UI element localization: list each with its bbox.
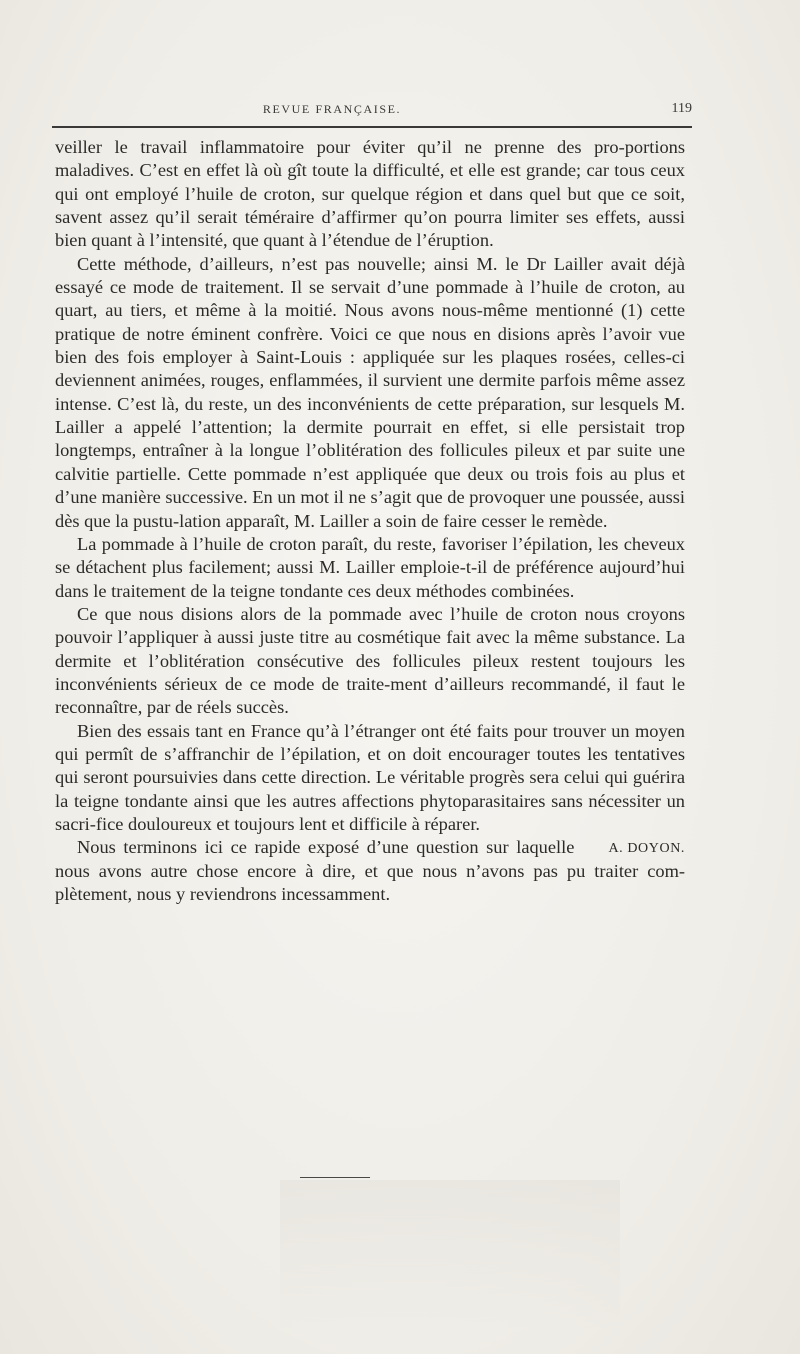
paragraph-4: Ce que nous disions alors de la pommade avec l’huile de croton nous croyons pouvoir l’appliquer à aussi juste titre au cosmétique fait avec la même substance. La dermite et l’oblitération consécutive des follicules pileux restent toujours les inconvénients sérieux de ce mode de traite-ment d’ailleurs recommandé, il faut le reconnaître, par de réels succès.	[55, 603, 685, 718]
page-number: 119	[671, 101, 692, 116]
running-title: REVUE FRANÇAISE.	[262, 102, 402, 116]
author-signature: A. DOYON.	[608, 841, 685, 857]
header-rule	[52, 126, 692, 128]
paragraph-6-text: Nous terminons ici ce rapide exposé d’une question sur laquelle nous avons autre chose encore à dire, et que nous n’avons pas pu traiter com-plètement, nous y reviendrons incessamment.	[55, 837, 685, 904]
paragraph-6	[55, 836, 685, 906]
article-body	[55, 136, 685, 906]
end-rule	[300, 1177, 370, 1178]
show-through-shadow	[280, 1180, 620, 1330]
paragraph-2: Cette méthode, d’ailleurs, n’est pas nouvelle; ainsi M. le Dr Lailler avait déjà essayé ce mode de traitement. Il se servait d’une pommade à l’huile de croton, au quart, au tiers, et même à la moitié. Nous avons nous-même mentionné (1) cette pratique de notre éminent confrère. Voici ce que nous en disions après l’avoir vue bien des fois employer à Saint-Louis : appliquée sur les plaques rosées, celles-ci deviennent animées, rouges, enflammées, il survient une dermite parfois même assez intense. C’est là, du reste, un des inconvénients de cette préparation, sur lesquels M. Lailler a appelé l’attention; la dermite pourrait en effet, si elle persistait trop longtemps, entraîner à la longue l’oblitération des follicules pileux et par suite une calvitie partielle. Cette pommade n’est appliquée que deux ou trois fois au plus et d’une manière successive. En un mot il ne s’agit que de provoquer une poussée, aussi dès que la pustu-lation apparaît, M. Lailler a soin de faire cesser le remède.	[55, 253, 685, 531]
paragraph-1: veiller le travail inflammatoire pour éviter qu’il ne prenne des pro-portions maladives. C’est en effet là où gît toute la difficulté, et elle est grande; car tous ceux qui ont employé l’huile de croton, sur quelque région et dans quel but que ce soit, savent assez qu’il serait téméraire d’affirmer qu’on pourra limiter ses effets, aussi bien quant à l’intensité, que quant à l’étendue de l’éruption.	[55, 137, 685, 251]
paragraph-5: Bien des essais tant en France qu’à l’étranger ont été faits pour trouver un moyen qui permît de s’affranchir de l’épilation, et on doit encourager toutes les tentatives qui seront poursuivies dans cette direction. Le véritable progrès sera celui qui guérira la teigne tondante ainsi que les autres affections phytoparasitaires sans nécessiter un sacri-fice douloureux et toujours lent et difficile à réparer.	[55, 720, 685, 834]
running-head	[52, 102, 692, 124]
paragraph-3: La pommade à l’huile de croton paraît, du reste, favoriser l’épilation, les cheveux se détachent plus facilement; aussi M. Lailler emploie-t-il de préférence aujourd’hui dans le traitement de la teigne tondante ces deux méthodes combinées.	[55, 533, 685, 601]
